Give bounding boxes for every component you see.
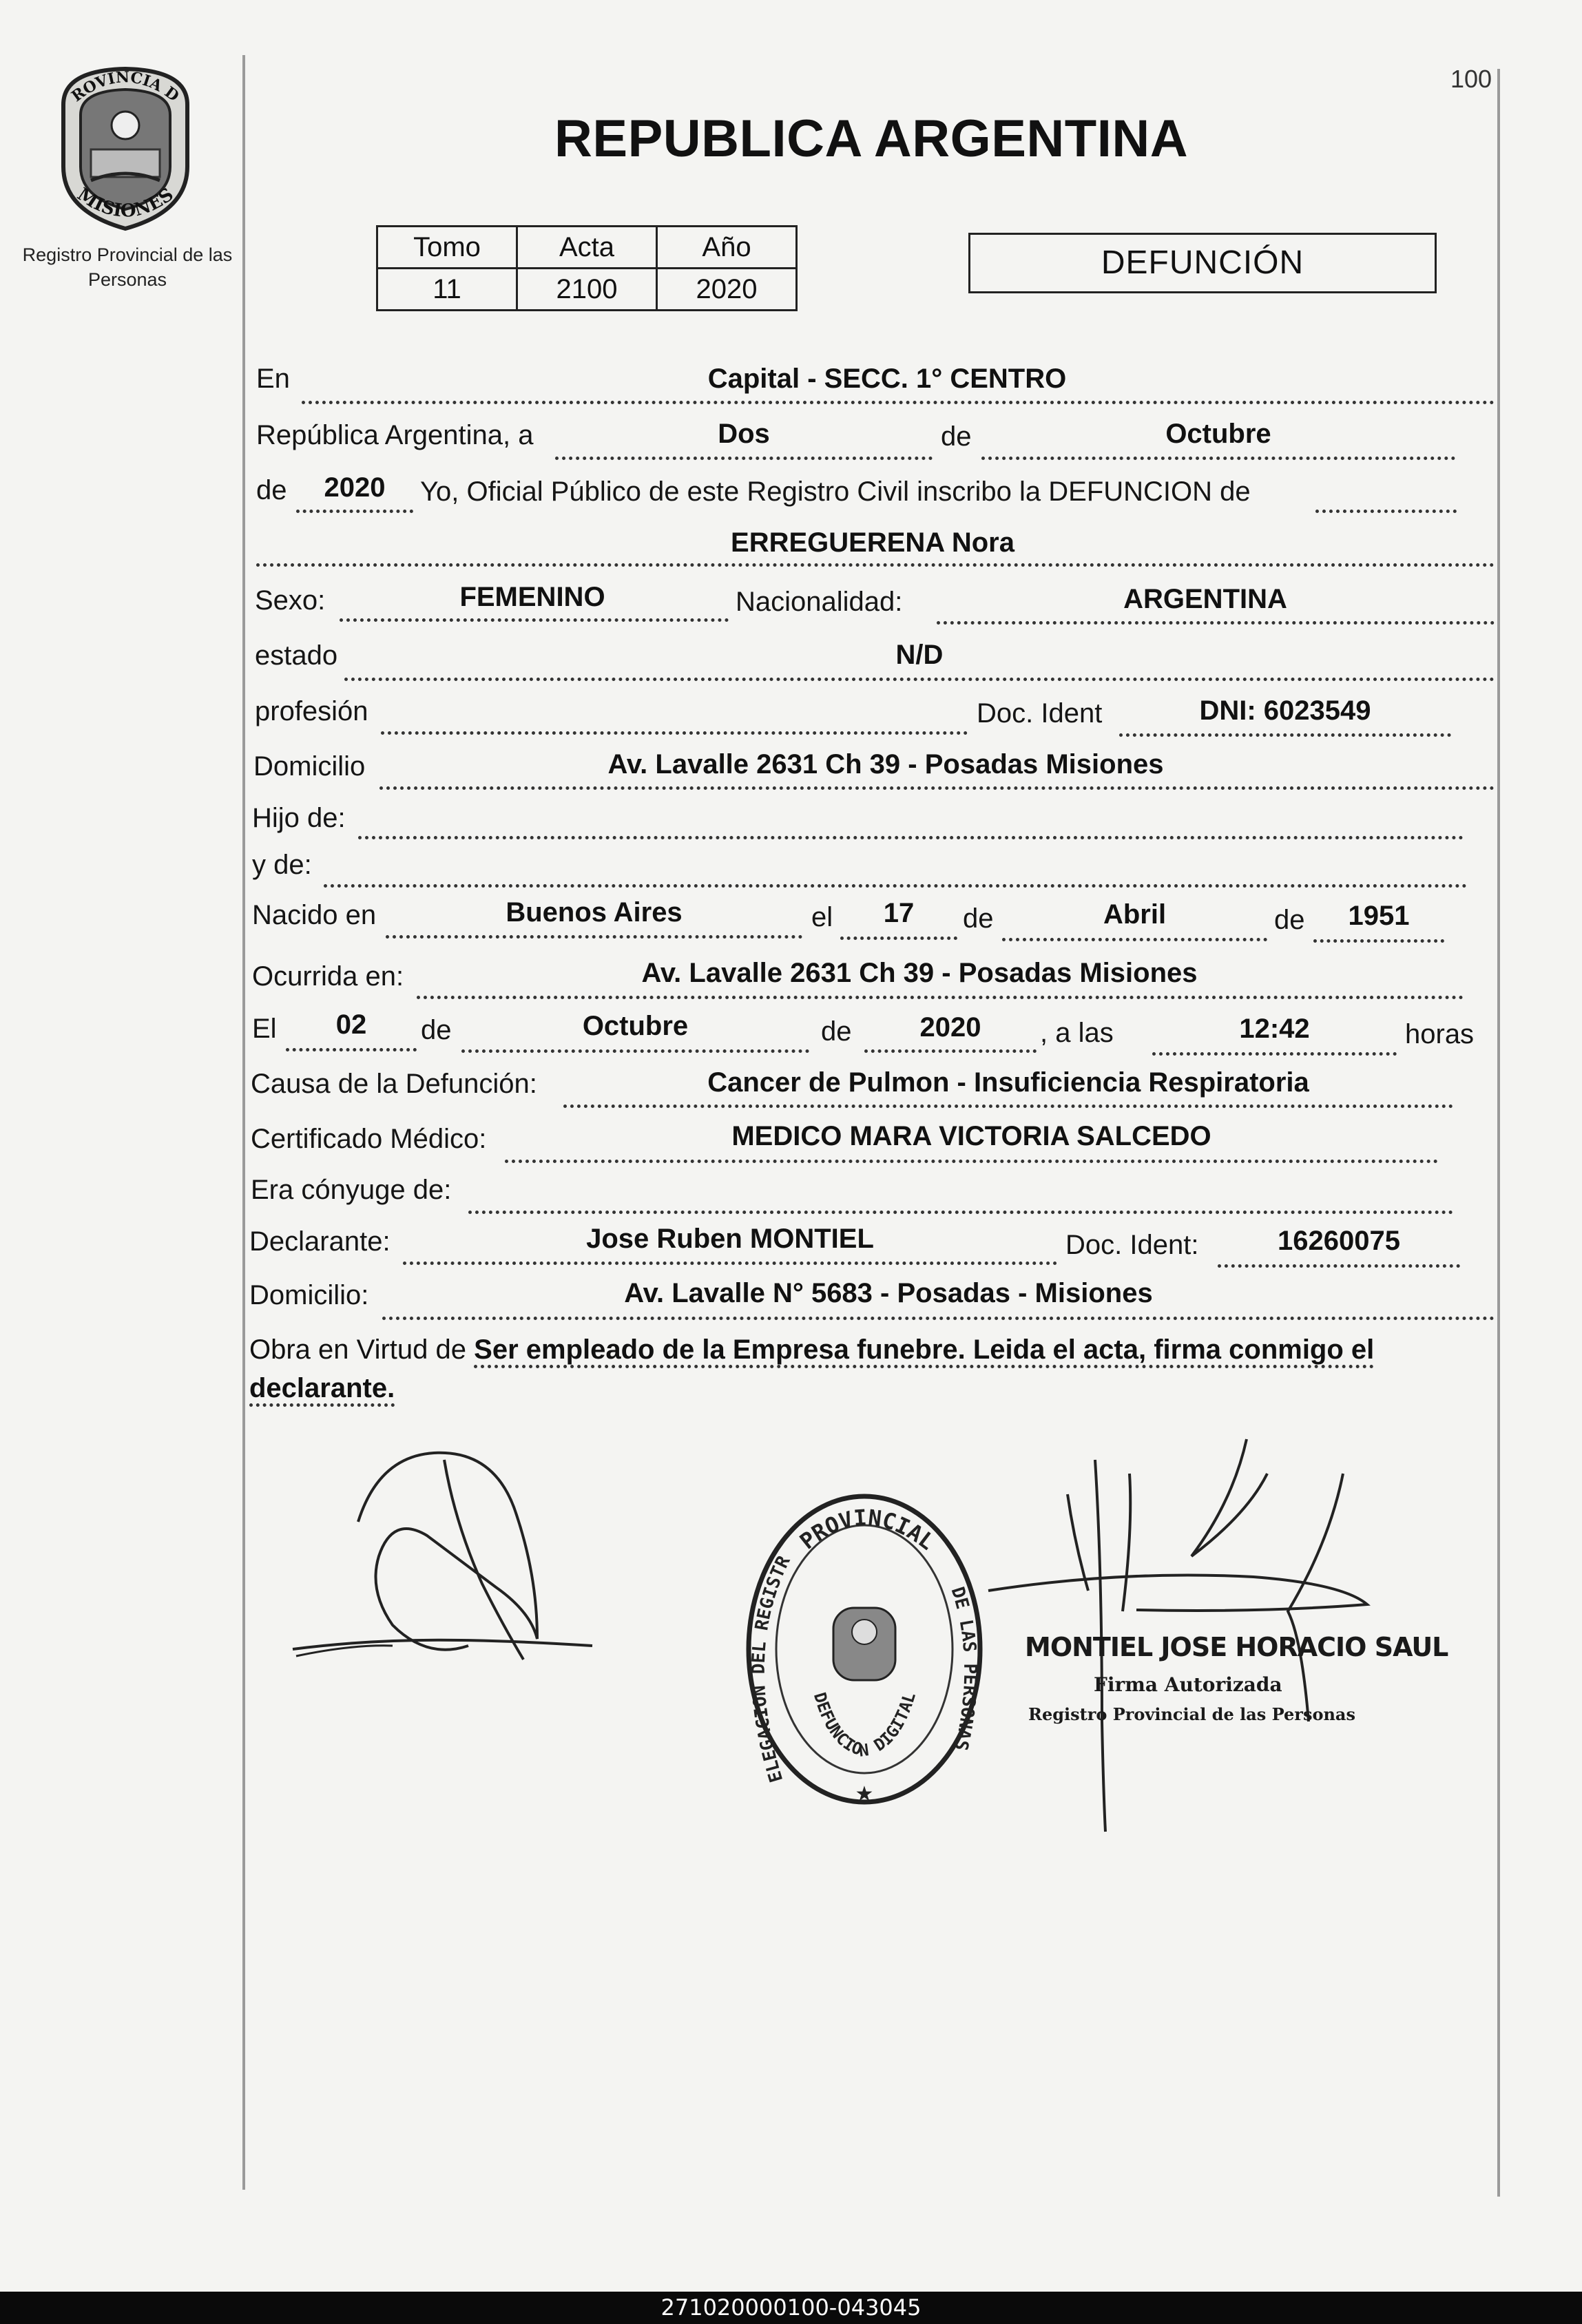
value-anio: 2020 [657,269,797,311]
anio-label: de [256,475,287,505]
certificado-label: Certificado Médico: [251,1124,487,1154]
doc-ident-value: DNI: 6023549 [1199,695,1371,726]
header-acta: Acta [517,227,657,269]
causa-line [563,1105,1453,1108]
obra-block [249,1330,1374,1407]
anio-value: 2020 [324,472,386,503]
decl-domicilio-value: Av. Lavalle N° 5683 - Posadas - Misiones [624,1278,1153,1308]
decl-domicilio-label: Domicilio: [249,1280,369,1310]
profesion-line [381,731,968,735]
seal-right-text: DE LAS PERSONAS [946,1584,981,1752]
domicilio-value: Av. Lavalle 2631 Ch 39 - Posadas Misiones [607,749,1164,779]
hijo-de-label: Hijo de: [252,803,346,833]
fecha-de2-label: de [821,1016,852,1047]
doc-ident-label: Doc. Ident [977,698,1103,729]
page-title: REPUBLICA ARGENTINA [554,109,1189,168]
fecha-day-line [286,1048,417,1051]
seal-inner-text: DEFUNCION DIGITAL [809,1690,919,1761]
doc-ident-line [1119,733,1451,737]
causa-label: Causa de la Defunción: [251,1069,537,1099]
header-tomo: Tomo [377,227,517,269]
fecha-el-label: El [252,1014,277,1044]
nacido-year-line [1313,939,1444,943]
nacido-month-line [1002,938,1267,941]
domicilio-label: Domicilio [253,751,366,782]
seal-top-text: PROVINCIAL [795,1504,940,1556]
obra-label: Obra en Virtud de [249,1334,467,1365]
header-anio: Año [657,227,797,269]
causa-value: Cancer de Pulmon - Insuficiencia Respiratoria [707,1067,1309,1098]
mes-label: de [941,421,972,452]
fecha-day-value: 02 [335,1009,367,1040]
obra-line1: Ser empleado de la Empresa funebre. Leida el acta, firma conmigo el [474,1334,1374,1368]
certificado-value: MEDICO MARA VICTORIA SALCEDO [731,1121,1211,1151]
decl-domicilio-line [382,1317,1495,1320]
dia-value: Dos [718,419,770,449]
obra-line2: declarante. [249,1373,395,1407]
signer-org: Registro Provincial de las Personas [1028,1704,1355,1724]
record-type-box: DEFUNCIÓN [968,233,1437,293]
y-de-line [324,884,1467,888]
declarante-label: Declarante: [249,1226,391,1257]
nacido-place-line [386,935,802,939]
seal-left-text: ELEGACION DEL REGISTR [748,1552,795,1785]
nacido-de2-label: de [1274,905,1305,935]
anio-line [296,510,413,513]
value-acta: 2100 [517,269,657,311]
nacionalidad-line [937,621,1495,625]
y-de-label: y de: [252,850,312,880]
hijo-de-line [358,836,1464,839]
nacido-month-value: Abril [1103,899,1167,930]
oficial-line [1315,510,1457,513]
fecha-year-line [864,1049,1037,1053]
estado-label: estado [255,640,338,671]
fecha-year-value: 2020 [919,1012,981,1043]
nacido-year-value: 1951 [1348,901,1410,931]
nombre-line [256,563,1495,567]
nacido-day-line [840,936,957,940]
en-label: En [256,364,290,394]
decl-doc-label: Doc. Ident: [1065,1230,1199,1260]
decl-doc-value: 16260075 [1278,1226,1400,1256]
value-tomo: 11 [377,269,517,311]
declarante-line [403,1262,1057,1265]
fecha-month-value: Octubre [582,1011,689,1041]
left-margin-rule [242,55,245,2190]
nacido-de1-label: de [963,903,994,934]
mes-value: Octubre [1165,419,1271,449]
sexo-value: FEMENINO [459,582,605,612]
logo-bottom-text: MISIONES [73,184,178,222]
fecha-time-line [1152,1052,1397,1056]
fecha-alas-label: , a las [1040,1018,1114,1048]
nacido-el-label: el [811,902,833,932]
nacionalidad-label: Nacionalidad: [736,587,903,617]
nacido-place-value: Buenos Aires [506,897,683,928]
svg-text:DEFUNCION DIGITAL [810,1690,919,1760]
nacido-day-value: 17 [883,898,915,928]
en-line [302,401,1495,404]
signer-name: MONTIEL JOSE HORACIO SAUL [1025,1632,1448,1662]
svg-text:★: ★ [855,1783,874,1805]
ocurrida-value: Av. Lavalle 2631 Ch 39 - Posadas Misiones [641,958,1198,988]
ocurrida-line [417,996,1464,999]
profesion-label: profesión [255,696,368,726]
decl-doc-line [1218,1264,1460,1268]
sexo-line [340,618,729,622]
nacido-label: Nacido en [252,900,377,930]
fecha-horas-label: horas [1405,1019,1475,1049]
fecha-month-line [461,1049,809,1053]
sexo-label: Sexo: [255,585,326,616]
declarante-signature [289,1439,599,1687]
conyuge-line [468,1211,1453,1214]
ocurrida-label: Ocurrida en: [252,961,404,992]
mes-line [981,457,1455,460]
estado-line [344,678,1495,681]
province-logo [50,63,201,232]
document-code: 271020000100-043045 [0,2292,1582,2324]
fecha-de1-label: de [421,1015,452,1045]
republica-label: República Argentina, a [256,420,534,450]
fecha-time-value: 12:42 [1239,1014,1310,1044]
dia-line [555,457,933,460]
estado-value: N/D [895,640,944,670]
right-margin-rule [1497,69,1500,2197]
page-number: 100 [1450,65,1492,93]
certificado-line [505,1160,1438,1163]
domicilio-line [379,786,1495,790]
en-value: Capital - SECC. 1° CENTRO [707,364,1067,394]
declarante-value: Jose Ruben MONTIEL [586,1224,874,1254]
official-seal [740,1487,988,1811]
record-table [376,225,798,311]
conyuge-label: Era cónyuge de: [251,1175,452,1205]
signer-role: Firma Autorizada [1094,1673,1282,1696]
nacionalidad-value: ARGENTINA [1123,584,1287,614]
nombre-value: ERREGUERENA Nora [731,527,1014,558]
registry-label: Registro Provincial de las Personas [22,244,233,290]
oficial-text: Yo, Oficial Público de este Registro Civil inscribo la DEFUNCION de [420,477,1251,507]
logo-top-text: ROVINCIA D [68,68,183,106]
